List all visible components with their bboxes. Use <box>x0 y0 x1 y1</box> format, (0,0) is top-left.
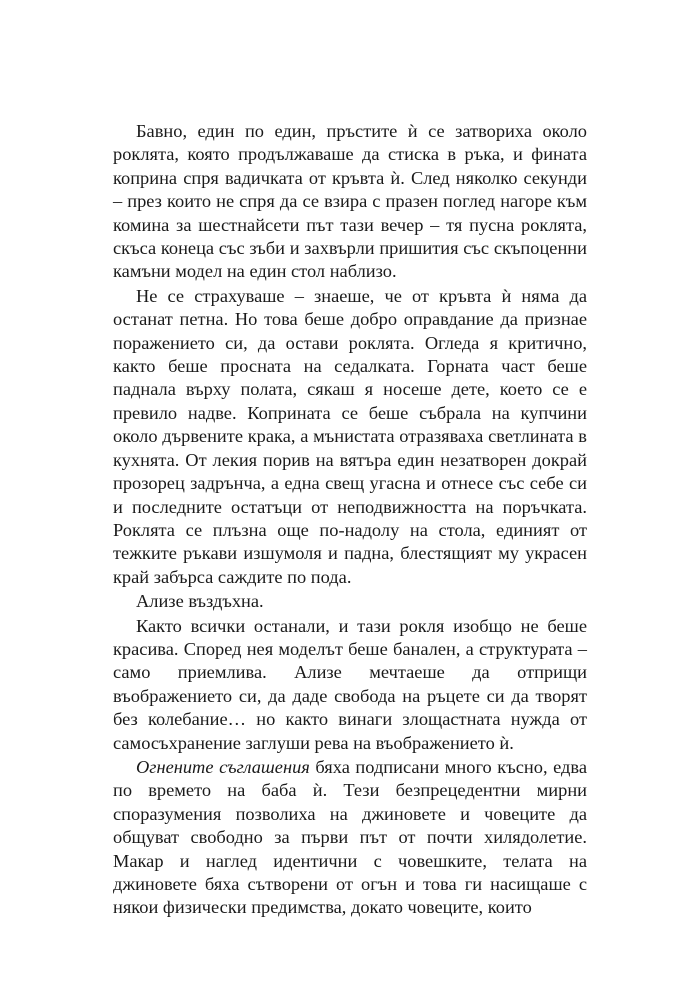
paragraph-2 <box>113 285 587 589</box>
paragraph-2-text: Не се страхуваше – знаеше, че от кръвта ѝ няма да останат петна. Но това беше добро оправдание да признае поражението си, да остави роклята. Огледа я критично, както беше просната на седалката. Горната част беше паднала върху полата, сякаш я носеше дете, което се е превило надве. Коприната се беше събрала на купчини около дървените крака, а мънистата отразяваха светлината в кухнята. От лекия порив на вятъра един незатворен докрай прозорец задрънча, а една свещ угасна и отнесе със себе си и последните остатъци от неподвижността на поръчката. Роклята се плъзна още по-надолу на стола, единият от тежките ръкави изшумоля и падна, блестящият му украсен край забърса саждите по пода. <box>113 285 587 587</box>
paragraph-3 <box>113 590 587 613</box>
paragraph-3-text: Ализе въздъхна. <box>136 591 264 612</box>
paragraph-5-italic-title: Огнените съглашения <box>136 756 310 777</box>
paragraph-4 <box>113 615 587 755</box>
paragraph-5-text: бяха подписани много късно, едва по времето на баба ѝ. Тези безпрецедентни мирни споразумения позволиха на джиновете и човеците да общуват свободно за първи път от почти хилядолетие. Макар и наглед идентични с човешките, телата на джиновете бяха сътворени от огън и това ги насищаше с някои физически предимства, докато човеците, които <box>113 756 587 918</box>
paragraph-1 <box>113 120 587 284</box>
paragraph-4-text: Както всички останали, и тази рокля изобщо не беше красива. Според нея моделът беше банален, а структурата – само приемлива. Ализе мечтаеше да отприщи въображението си, да даде свобода на ръцете си да творят без колебание… но както винаги злощастната нужда от самосъхранение заглуши рева на въображението ѝ. <box>113 615 587 753</box>
paragraph-5 <box>113 756 587 920</box>
page-body <box>113 120 587 920</box>
paragraph-1-text: Бавно, един по един, пръстите ѝ се затвориха около роклята, която продължаваше да стиска в ръка, и фината коприна спря вадичката от кръвта ѝ. След няколко секунди – през които не спря да се взира с празен поглед нагоре към комина за шестнайсети път тази вечер – тя пусна роклята, скъса конеца със зъби и захвърли пришития със скъпоценни камъни модел на един стол наблизо. <box>113 121 587 282</box>
